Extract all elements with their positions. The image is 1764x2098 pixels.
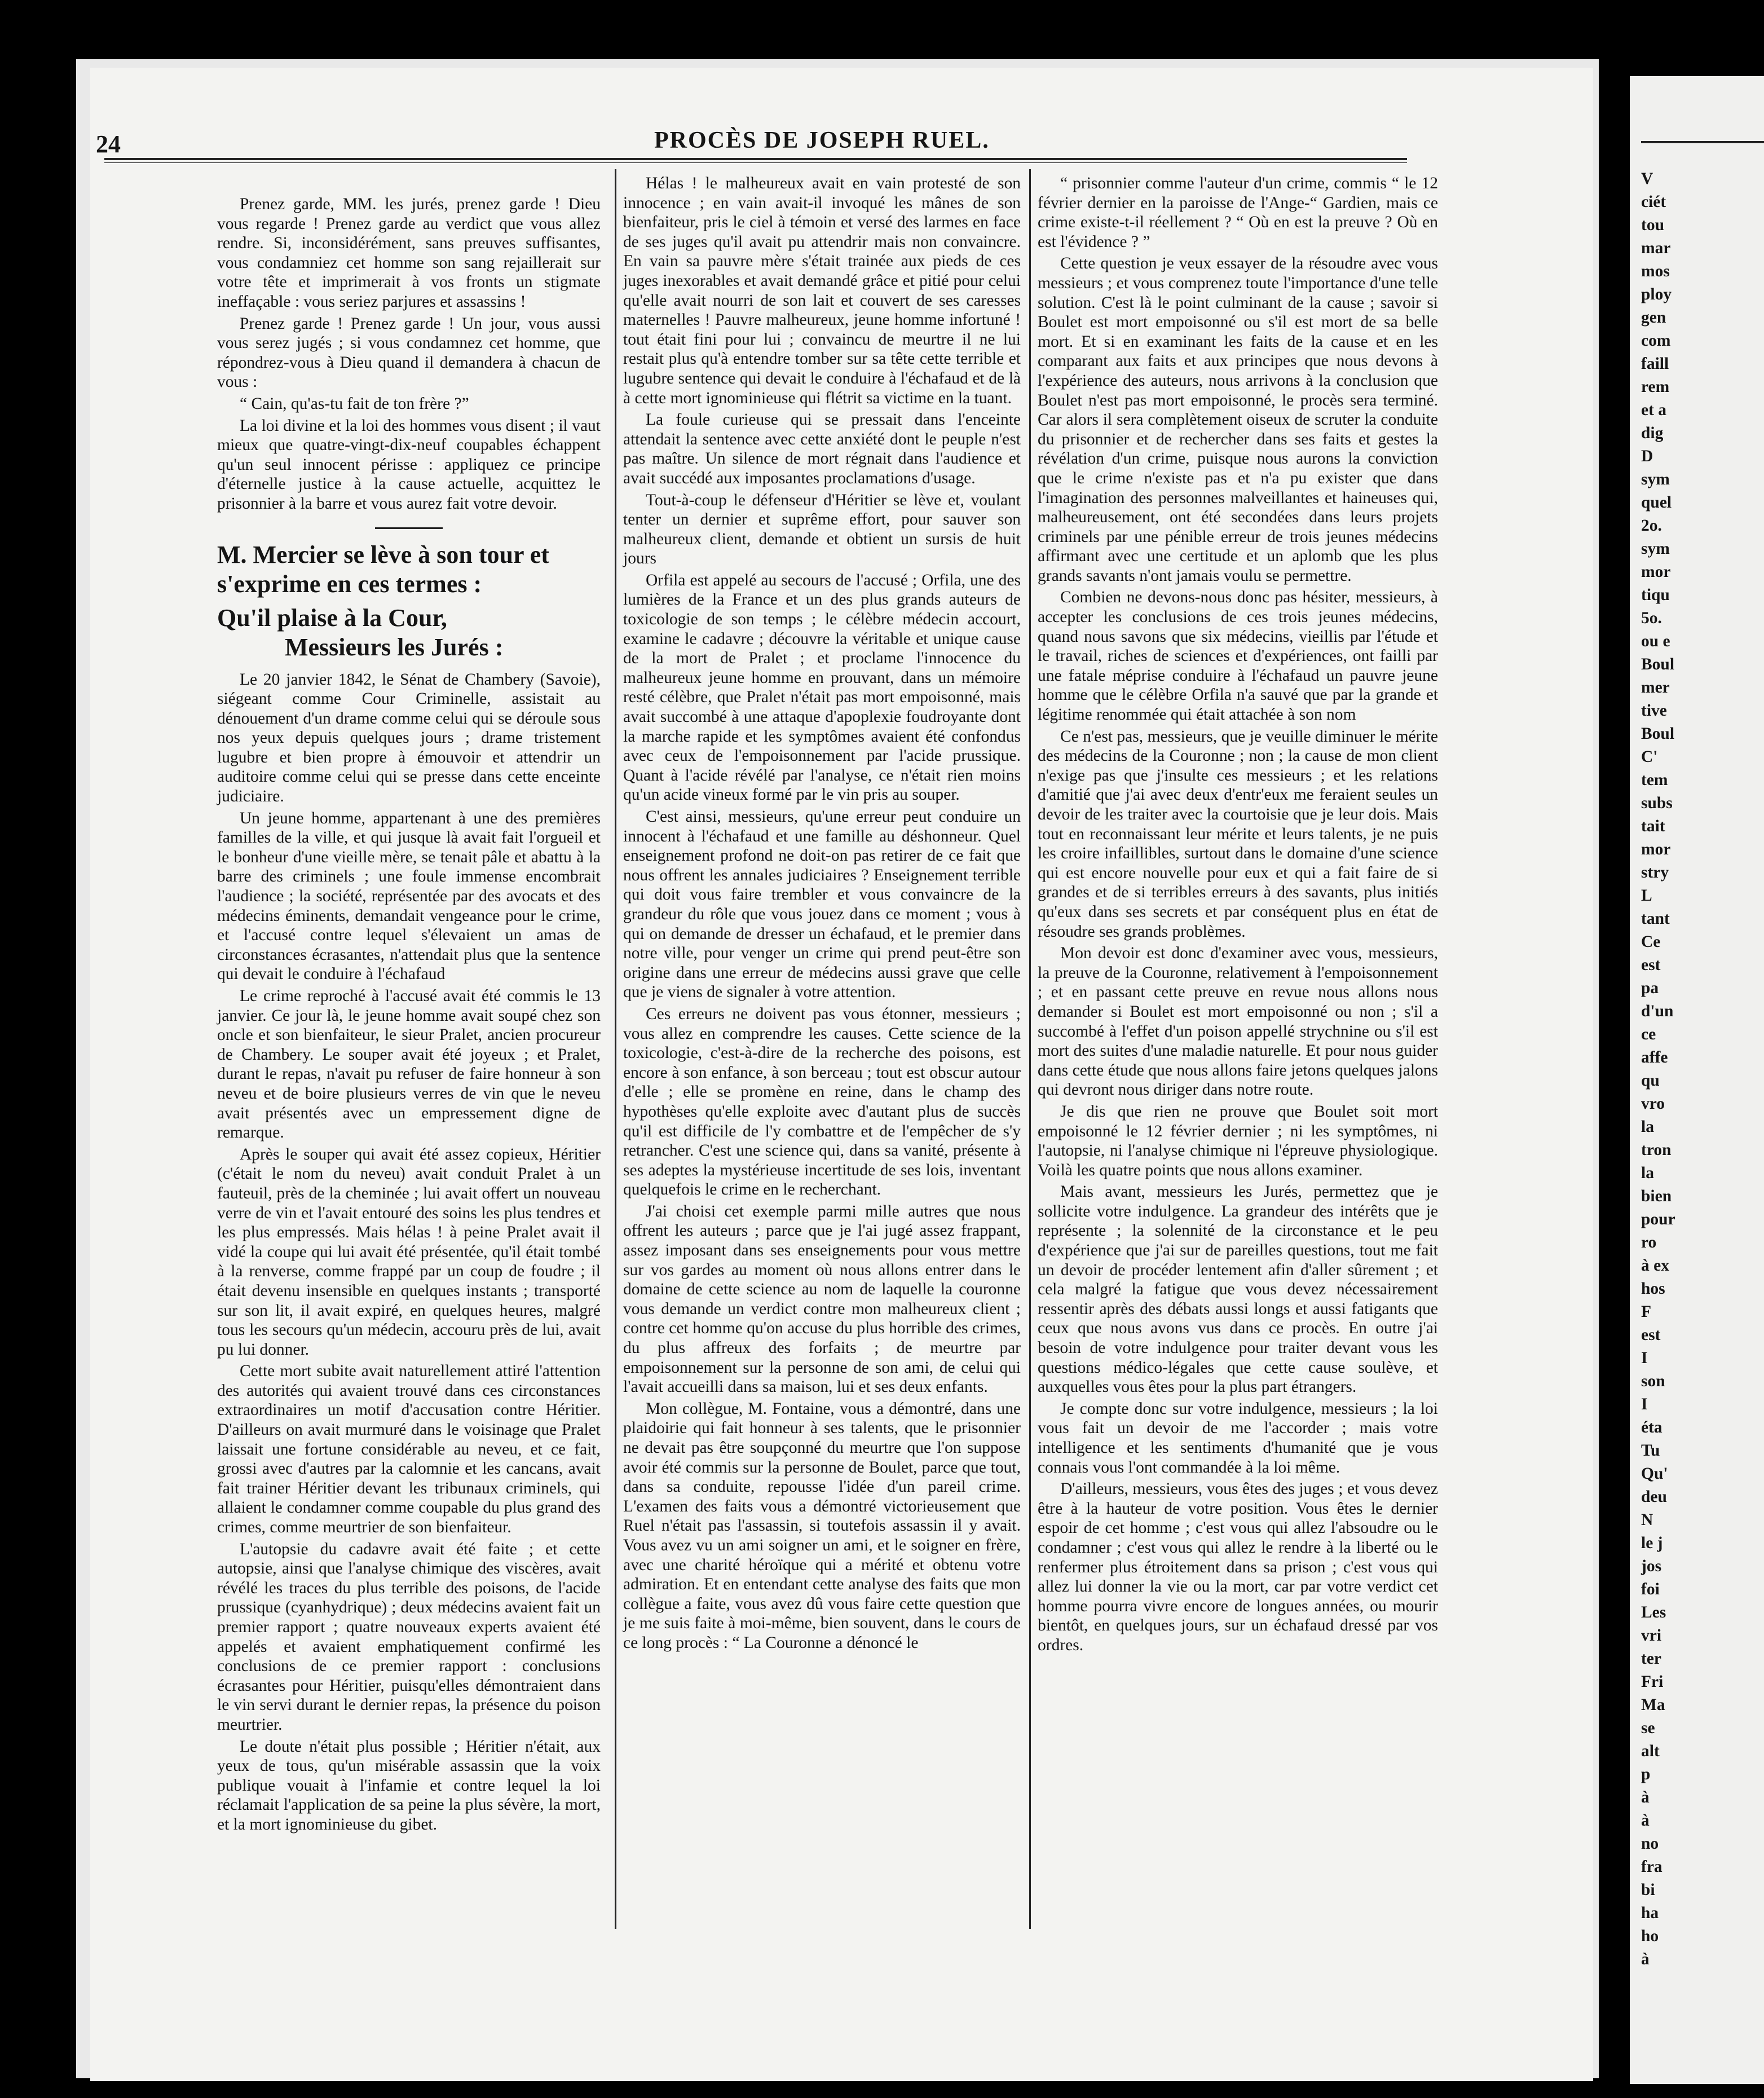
paragraph: Je dis que rien ne prouve que Boulet soit mort empoisonné le 12 février dernier ; ni les symptômes, ni l'autopsie, ni l'analyse chimique ni l'épreuve physiologique. Voilà les quatre points que nous allons examiner. xyxy=(1038,1102,1438,1179)
next-page-fragment: est xyxy=(1641,956,1661,974)
next-page-fragment: tant xyxy=(1641,910,1670,928)
next-page-fragment: tive xyxy=(1641,702,1667,720)
next-page-fragment: mos xyxy=(1641,262,1670,280)
next-page-fragment: tou xyxy=(1641,216,1664,234)
next-page-fragment: dig xyxy=(1641,424,1664,442)
next-page-fragment: vro xyxy=(1641,1095,1665,1113)
next-page-fragment: p xyxy=(1641,1765,1651,1783)
paragraph: Tout-à-coup le défenseur d'Héritier se lève et, voulant tenter un dernier et suprême effort, pour sauver son malheureux client, demande et obtient un sursis de huit jours xyxy=(623,491,1021,568)
paragraph: Un jeune homme, appartenant à une des premières familles de la ville, et qui jusque là avait fait l'orgueil et le bonheur d'une vieille mère, se tenait pâle et abattu à la barre des criminels ; une foule immense encombrait l'audience ; la société, représentée par des avocats et des médecins éminents, demandait vengeance pour le crime, et l'accusé contre lequel s'élevaient un amas de circonstances écrasantes, n'attendait plus que la sentence qui devait le conduire à l'échafaud xyxy=(217,809,601,984)
paragraph: Mon collègue, M. Fontaine, vous a démontré, dans une plaidoirie qui fait honneur à ses talents, que le prisonnier ne devait pas être soupçonné du meurtre que l'on suppose avoir été commis sur la personne de Boulet, parce que tout, dans sa conduite, repousse l'idée d'un pareil crime. L'examen des faits vous a démontré victorieusement que Ruel n'était pas l'assassin, si toutefois assassin il y avait. Vous avez vu un ami soigner un ami, et le soigner en frère, avec une charité héroïque qui a mérité et obtenu votre admiration. Et en entendant cette analyse des faits que mon collègue a faite, vous avez dû vous faire cette question que je me suis faite à moi-même, bien souvent, dans le cours de ce long procès : “ La Couronne a dénoncé le xyxy=(623,1399,1021,1652)
next-page-fragment: 2o. xyxy=(1641,517,1662,535)
paragraph: Le crime reproché à l'accusé avait été commis le 13 janvier. Ce jour là, le jeune homme avait soupé chez son oncle et son bienfaiteur, le sieur Pralet, ancien procureur de Chambery. Le souper avait été joyeux ; et Pralet, durant le repas, n'avait pu refuser de faire honneur à son neveu et de boire plusieurs verres de vin que le neveu avait présentés avec un empressement digne de remarque. xyxy=(217,987,601,1142)
paragraph: C'est ainsi, messieurs, qu'une erreur peut conduire un innocent à l'échafaud et une famille au déshonneur. Quel enseignement profond ne doit-on pas retirer de ce fait que nous offrent les annales judiciaires ? Enseignement terrible qui doit vous faire trembler et vous convaincre de la grandeur du rôle que vous jouez dans ce moment ; vous à qui on demande de dresser un échafaud, et le premier dans notre ville, pour venger un crime qui prend peut-être son origine dans une erreur de médecins aussi grave que celle que je viens de signaler à votre attention. xyxy=(623,808,1021,1002)
header-rule xyxy=(104,158,1407,160)
next-page-fragment: qu xyxy=(1641,1072,1660,1090)
next-page-fragment: D xyxy=(1641,447,1653,465)
next-page-fragment: rem xyxy=(1641,378,1670,396)
next-page-fragment: le j xyxy=(1641,1534,1663,1552)
paragraph: Ce n'est pas, messieurs, que je veuille diminuer le mérite des médecins de la Couronne ; non ; la cause de mon client n'exige pas que j'insulte ces messieurs ; et les relations d'amitié que j'ai avec deux d'entr'eux me feraient seules un devoir de les traiter avec la courtoisie que je leur dois. Mais tout en reconnaissant leur mérite et leurs talents, je ne puis les croire infaillibles, surtout dans le domaine d'une science qui est encore nouvelle pour eux et qui a fait faire de si grandes et de si terribles erreurs à des savants, plus initiés qu'eux dans ses secrets et par conséquent plus en état de résoudre ses grands problèmes. xyxy=(1038,727,1438,941)
next-page-fragment: 5o. xyxy=(1641,609,1662,627)
next-page-fragment: ter xyxy=(1641,1650,1662,1668)
paragraph: Cette question je veux essayer de la résoudre avec vous messieurs ; et vous comprenez toute l'importance d'une telle solution. C'est là le point culminant de la cause ; savoir si Boulet est mort empoisonné ou s'il est mort de sa belle mort. Et si en examinant les faits de la cause et en les comparant aux faits et aux principes que nous devons à l'expérience des auteurs, nous arrivons à la conclusion que Boulet n'est pas mort empoisonné, le procès sera terminé. Car alors il sera complètement oiseux de scruter la conduite du prisonnier et de rechercher dans ses faits et gestes la révélation d'un crime, puisque nous aurons la conviction que le crime n'existe pas et n'a pu exister que dans l'imagination des personnes malveillantes et haineuses qui, malheureusement, ont été secondées dans leurs projets criminels par une pénible erreur de trois jeunes médecins affirmant avec une certitude et un aplomb que les plus grands savants n'ont jamais voulu se permettre. xyxy=(1038,254,1438,585)
next-page-fragment: alt xyxy=(1641,1742,1660,1760)
next-page-fragment: mer xyxy=(1641,678,1670,697)
paragraph: Après le souper qui avait été assez copieux, Héritier (c'était le nom du neveu) avait conduit Pralet à un fauteuil, près de la cheminée ; lui avait offert un nouveau verre de vin et l'avait entouré des soins les plus tendres et les plus empressés. Mais hélas ! à peine Pralet avait il vidé la coupe qui lui avait été présentée, qu'il était tombé à la renverse, comme frappé par un coup de foudre ; il était devenu insensible en quelques instants ; transporté sur son lit, il avait expiré, en quelques heures, malgré tous les secours qu'un médecin, accouru près de lui, avait pu lui donner. xyxy=(217,1145,601,1359)
paragraph: Le doute n'était plus possible ; Héritier n'était, aux yeux de tous, qu'un misérable assassin que la voix publique vouait à l'infamie et contre lequel la loi réclamait l'application de sa peine la plus sévère, la mort, et la mort ignominieuse du gibet. xyxy=(217,1737,601,1833)
next-page-fragment: à xyxy=(1641,1788,1650,1806)
next-page-fragment: I xyxy=(1641,1349,1648,1367)
next-page-fragment: bi xyxy=(1641,1881,1655,1899)
next-page-fragment: sym xyxy=(1641,470,1670,488)
next-page-fragment: Boul xyxy=(1641,725,1675,743)
column-1 xyxy=(217,195,601,1835)
next-page-fragment: hos xyxy=(1641,1280,1665,1298)
next-page-fragment: Tu xyxy=(1641,1442,1660,1460)
next-page-fragment: no xyxy=(1641,1835,1659,1853)
next-page-fragment: foi xyxy=(1641,1580,1660,1598)
next-page-fragment: mor xyxy=(1641,840,1671,858)
next-page-fragment: gen xyxy=(1641,308,1666,327)
next-page-fragment: est xyxy=(1641,1326,1661,1344)
paragraph: Ces erreurs ne doivent pas vous étonner, messieurs ; vous allez en comprendre les causes. Cette science de la toxicologie, c'est-à-dire de la recherche des poisons, est encore à son enfance, à son berceau ; tout est obscur autour d'elle ; elle se promène en reine, dans le champ des hypothèses qu'elle exploite avec d'autant plus de succès qu'il est difficile de l'y combattre et de l'empêcher de s'y retrancher. C'est une science qui, dans sa vanité, présente à ses adeptes la mystérieuse incertitude de ses lois, inventant quelquefois le crime en le recherchant. xyxy=(623,1004,1021,1199)
column-3 xyxy=(1038,174,1438,1655)
next-page-fragment: quel xyxy=(1641,493,1672,512)
next-page-fragment: à xyxy=(1641,1950,1650,1968)
next-page-fragment: I xyxy=(1641,1395,1648,1413)
next-page-fragment: deu xyxy=(1641,1488,1667,1506)
column-divider xyxy=(1029,169,1031,1929)
next-page-fragment: sym xyxy=(1641,540,1670,558)
paragraph: Prenez garde ! Prenez garde ! Un jour, vous aussi vous serez jugés ; si vous condamnez cet homme, que répondrez-vous à Dieu quand il demandera à chacun de vous : xyxy=(217,314,601,391)
next-page-fragment: la xyxy=(1641,1164,1654,1182)
next-page-fragment: ce xyxy=(1641,1025,1656,1043)
quotation: “ Cain, qu'as-tu fait de ton frère ?” xyxy=(240,394,469,413)
next-page-fragment: ou e xyxy=(1641,632,1670,650)
next-page-fragment: bien xyxy=(1641,1187,1672,1205)
next-page-fragment: son xyxy=(1641,1372,1665,1390)
next-page-fragment: vri xyxy=(1641,1627,1662,1645)
next-page-fragment: stry xyxy=(1641,863,1669,881)
next-page-fragment: Ce xyxy=(1641,933,1661,951)
next-page-fragment: com xyxy=(1641,332,1671,350)
salutation-jurors: Messieurs les Jurés : xyxy=(285,633,504,661)
next-page-header-rule xyxy=(1641,141,1764,143)
paragraph: Mon devoir est donc d'examiner avec vous, messieurs, la preuve de la Couronne, relativement à l'empoisonnement ; et en passant cette preuve en revue nous allons nous demander si Boulet est mort empoisonné ou non ; s'il a succombé à l'effet d'un poison appellé strychnine ou s'il est mort des suites d'une maladie naturelle. Et pour nous guider dans cette étude que nous allons faire jetons quelques jalons qui devront nous diriger dans notre route. xyxy=(1038,944,1438,1099)
next-page-fragment: ciét xyxy=(1641,193,1666,211)
paragraph: L'autopsie du cadavre avait été faite ; et cette autopsie, ainsi que l'analyse chimique des viscères, avait révélé les traces du plus terrible des poisons, de l'acide prussique (cyanhydrique) ; deux médecins avaient fait un premier rapport ; quatre nouveaux experts avaient été appelés et avaient emphatiquement confirmé les conclusions de ce premier rapport : conclusions écrasantes pour Héritier, puisqu'elles démontraient dans le vin servi durant le dernier repas, la présence du poison meurtrier. xyxy=(217,1540,601,1734)
next-page-fragment: Fri xyxy=(1641,1673,1664,1691)
next-page-fragment: subs xyxy=(1641,794,1673,812)
paragraph: Prenez garde, MM. les jurés, prenez garde ! Dieu vous regarde ! Prenez garde au verdict que vous allez rendre. Si, inconsidérément, sans preuves suffisantes, vous condamniez cet homme son sang rejaillerait sur votre tête et imprimerait à vos fronts un stigmate ineffaçable : vous seriez parjures et assassins ! xyxy=(217,195,601,311)
next-page-fragment: ro xyxy=(1641,1233,1657,1251)
paragraph: La foule curieuse qui se pressait dans l'enceinte attendait la sentence avec cette anxiété dont le peuple n'est pas maître. Un silence de mort régnait dans l'audience et avait succédé aux imposantes proclamations d'usage. xyxy=(623,411,1021,487)
next-page-fragment: fra xyxy=(1641,1858,1662,1876)
column-2 xyxy=(623,174,1021,1653)
next-page-fragment: mar xyxy=(1641,239,1671,257)
next-page-fragment: mor xyxy=(1641,563,1671,581)
header-rule-thin xyxy=(104,162,1407,163)
next-page-fragment: affe xyxy=(1641,1048,1668,1066)
section-heading: M. Mercier se lève à son tour et s'exprime en ces termes : xyxy=(217,540,549,598)
paragraph: D'ailleurs, messieurs, vous êtes des juges ; et vous devez être à la hauteur de votre position. Vous êtes le dernier espoir de cet homme ; c'est vous qui allez l'absoudre ou le condamner ; c'est vous qui allez le rendre à la liberté ou le renfermer plus étroitement dans sa prison ; c'est vous qui allez lui donner la vie ou la mort, car par votre verdict cet homme pourra vivre encore de longues années, ou mourir bientôt, en quelques jours, sur un échafaud dressé par vos ordres. xyxy=(1038,1480,1438,1654)
next-page-fragment: et a xyxy=(1641,401,1667,419)
next-page-fragment: jos xyxy=(1641,1557,1662,1575)
paragraph: Mais avant, messieurs les Jurés, permettez que je sollicite votre indulgence. La grandeur des intérêts que je représente ; la solennité de la circonstance et le peu d'expérience que j'ai sur de pareilles questions, tout me fait un devoir de procéder lentement afin d'aller sûrement ; et cela malgré la fatigue que vous devez nécessairement ressentir après des débats aussi longs et aussi fatigants que ceux que nous avons vus dans ce procès. En outre j'ai besoin de votre indulgence pour traiter devant vous les questions médico-légales que cette cause soulève, et auxquelles vous êtes pour la plus part étrangers. xyxy=(1038,1183,1438,1396)
next-page-fragment: tiqu xyxy=(1641,586,1670,604)
next-page-fragment: se xyxy=(1641,1719,1655,1737)
paragraph: Orfila est appelé au secours de l'accusé ; Orfila, une des lumières de la France et un des plus grands auteurs de toxicologie de son temps ; le célèbre médecin accourt, examine le cadavre ; découvre la véritable et unique cause de la mort de Pralet ; et proclame l'innocence du malheureux jeune homme en prouvant, dans un mémoire resté célèbre, que Pralet n'était pas mort empoisonné, mais avait succombé à une attaque d'apoplexie foudroyante dont la marche rapide et les symptômes avaient été confondus avec ceux de l'empoisonnement par l'acide prussique. Quant à l'acide révélé par l'analyse, ce n'était rien moins qu'un acide vineux formé par le vin pris au souper. xyxy=(623,571,1021,804)
next-page-fragment: tem xyxy=(1641,771,1668,789)
next-page-fragment: Qu' xyxy=(1641,1465,1668,1483)
next-page-fragment: ho xyxy=(1641,1927,1659,1945)
quotation: “ prisonnier comme l'auteur d'un crime, commis “ le 12 février dernier en la paroisse de l'Ange-“ Gardien, mais ce crime existe-t-il réellement ? “ Où en est la preuve ? Où en est l'évidence ? ” xyxy=(1038,174,1438,251)
paragraph: Je compte donc sur votre indulgence, messieurs ; la loi vous fait un devoir de me l'accorder ; mais votre intelligence et les sentiments d'humanité que je vous connais vous l'ont commandée à la loi même. xyxy=(1038,1399,1438,1476)
next-page-fragment: L xyxy=(1641,887,1652,905)
next-page-fragment: à xyxy=(1641,1811,1650,1830)
next-page-fragment: pa xyxy=(1641,979,1659,997)
next-page-fragment: d'un xyxy=(1641,1002,1674,1020)
paragraph: Combien ne devons-nous donc pas hésiter, messieurs, à accepter les conclusions de ces trois jeunes médecins, quand nous savons que six médecins, vieillis par l'étude et le travail, riches de sciences et d'expériences, ont failli par une fatale méprise conduire à l'échafaud un pauvre jeune homme que le célèbre Orfila n'a sauvé que par la grande et légitime renommée qui était attachée à son nom xyxy=(1038,588,1438,724)
section-divider xyxy=(375,527,443,529)
column-divider xyxy=(615,169,616,1929)
next-page-fragment: faill xyxy=(1641,355,1669,373)
next-page-fragment: V xyxy=(1641,170,1653,188)
next-page-edge xyxy=(1630,76,1764,2084)
paragraph: Le 20 janvier 1842, le Sénat de Chambery (Savoie), siégeant comme Cour Criminelle, assistait au dénouement d'un drame comme celui qui se déroule sous nos yeux depuis quelques jours ; drame tristement lugubre et bien propre à émouvoir et attendrir un auditoire comme celui qui se presse dans cette enceinte judiciaire. xyxy=(217,670,601,806)
salutation-court: Qu'il plaise à la Cour, xyxy=(217,603,447,632)
page-number: 24 xyxy=(96,130,121,158)
paragraph: La loi divine et la loi des hommes vous disent ; il vaut mieux que quatre-vingt-dix-neuf coupables échappent qu'un seul innocent périsse : appliquez ce principe d'éternelle justice à la cause actuelle, acquittez le prisonnier à la barre et vous aurez fait votre devoir. xyxy=(217,416,601,513)
next-page-fragment: C' xyxy=(1641,748,1658,766)
next-page-fragment: Les xyxy=(1641,1603,1666,1621)
paragraph: J'ai choisi cet exemple parmi mille autres que nous offrent les auteurs ; parce que je l'ai jugé assez frappant, assez imposant dans ses enseignements pour vous mettre sur vos gardes au moment où nous allons entrer dans le domaine de cette science au nom de laquelle la couronne vous demande un verdict contre mon malheureux client ; contre cet homme qu'on accuse du plus horrible des crimes, du plus affreux des forfaits ; de meurtre par empoisonnement sur la personne de son ami, de celui qui l'avait accueilli dans sa maison, lui et ses deux enfants. xyxy=(623,1202,1021,1396)
next-page-fragment: tait xyxy=(1641,817,1665,835)
next-page-fragment: tron xyxy=(1641,1141,1672,1159)
next-page-fragment: à ex xyxy=(1641,1257,1669,1275)
next-page-fragment: ha xyxy=(1641,1904,1659,1922)
next-page-fragment: Boul xyxy=(1641,655,1675,673)
next-page-fragment: éta xyxy=(1641,1418,1662,1436)
paragraph: Hélas ! le malheureux avait en vain protesté de son innocence ; en vain avait-il invoqué les mânes de son bienfaiteur, pris le ciel à témoin et versé des larmes en face de ses juges qu'il avait pu attendrir mais non convaincre. En vain sa pauvre mère s'était trainée aux pieds de ces juges inexorables et avait demandé grâce et pitié pour celui qu'elle avait nourri de son lait et couvert de ses caresses maternelles ! Pauvre malheureux, jeune homme infortuné ! tout était fini pour lui ; convaincu de meurtre il ne lui restait plus qu'à entendre tomber sur sa tête cette terrible et lugubre sentence qui devait le conduire à l'échafaud et de là à cette mort ignominieuse qui flétrit sa victime en la tuant. xyxy=(623,174,1021,407)
next-page-fragment: F xyxy=(1641,1303,1652,1321)
next-page-fragment: N xyxy=(1641,1511,1653,1529)
running-title: PROCÈS DE JOSEPH RUEL. xyxy=(654,127,990,153)
paragraph: Cette mort subite avait naturellement attiré l'attention des autorités qui avaient trouvé dans ces circonstances extraordinaires un motif d'accusation contre Héritier. D'ailleurs on avait murmuré dans le voisinage que Pralet laissait une fortune considérable au neveu, et ce fait, grossi avec d'autres par la calomnie et les cancans, avait fait trainer Héritier devant les tribunaux criminels, qui allaient le condamner comme coupable du plus grand des crimes, comme meurtrier de son bienfaiteur. xyxy=(217,1362,601,1537)
next-page-fragment: pour xyxy=(1641,1210,1675,1228)
next-page-fragment: la xyxy=(1641,1118,1654,1136)
next-page-fragment: Ma xyxy=(1641,1696,1665,1714)
next-page-fragment: ploy xyxy=(1641,285,1672,303)
